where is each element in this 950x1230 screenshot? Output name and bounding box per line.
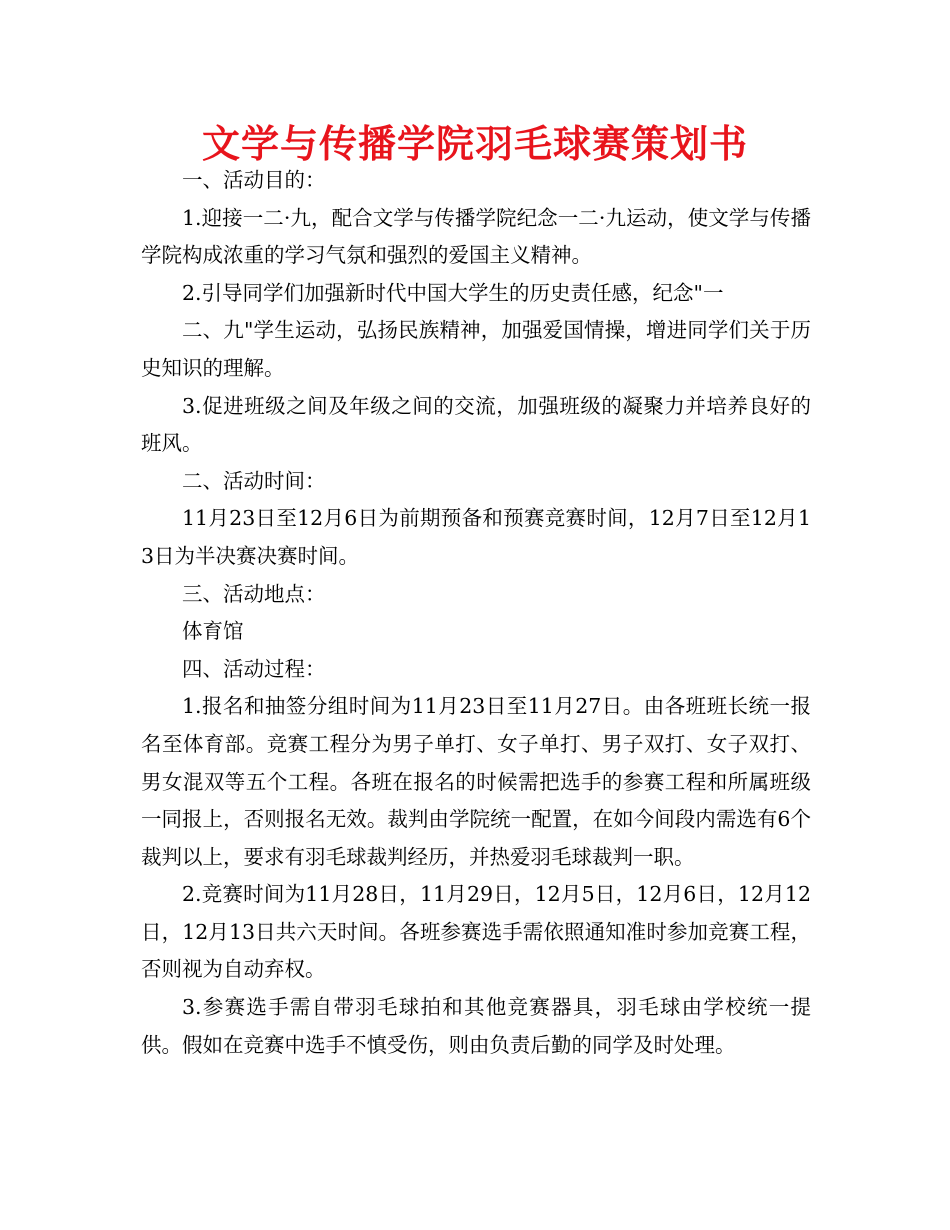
purpose-item-2-continued: 二、九"学生运动，弘扬民族精神，加强爱国情操，增进同学们关于历史知识的理解。 xyxy=(141,318,811,380)
purpose-item-2: 2.引导同学们加强新时代中国大学生的历史责任感，纪念"一 xyxy=(182,280,724,305)
location-description: 体育馆 xyxy=(182,619,244,644)
purpose-item-1: 1.迎接一二·九，配合文学与传播学院纪念一二·九运动，使文学与传播学院构成浓重的学习气氛和强烈的爱国主义精神。 xyxy=(141,205,811,268)
section-heading-purpose: 一、活动目的： xyxy=(182,168,326,192)
section-heading-location: 三、活动地点： xyxy=(182,581,326,606)
document-body xyxy=(141,162,811,1064)
document-title: 文学与传播学院羽毛球赛策划书 xyxy=(201,122,748,166)
process-item-3: 3.参赛选手需自带羽毛球拍和其他竞赛器具，羽毛球由学校统一提供。假如在竞赛中选手不慎受伤，则由负责后勤的同学及时处理。 xyxy=(141,995,811,1057)
purpose-item-3: 3.促进班级之间及年级之间的交流，加强班级的凝聚力并培养良好的班风。 xyxy=(141,393,811,456)
section-heading-time: 二、活动时间： xyxy=(182,468,326,493)
section-heading-process: 四、活动过程： xyxy=(182,656,326,681)
time-description: 11月23日至12月6日为前期预备和预赛竞赛时间，12月7日至12月13日为半决赛决赛时间。 xyxy=(141,506,811,568)
process-item-1: 1.报名和抽签分组时间为11月23日至11月27日。由各班班长统一报名至体育部。竞赛工程分为男子单打、女子单打、男子双打、女子双打、男女混双等五个工程。各班在报名的时候需把选手的参赛工程和所属班级一同报上，否则报名无效。裁判由学院统一配置，在如今间段内需选有6个裁判以上，要求有羽毛球裁判经历，并热爱羽毛球裁判一职。 xyxy=(141,694,811,869)
process-item-2: 2.竞赛时间为11月28日，11月29日，12月5日，12月6日，12月12日，12月13日共六天时间。各班参赛选手需依照通知准时参加竞赛工程，否则视为自动弃权。 xyxy=(141,882,811,982)
